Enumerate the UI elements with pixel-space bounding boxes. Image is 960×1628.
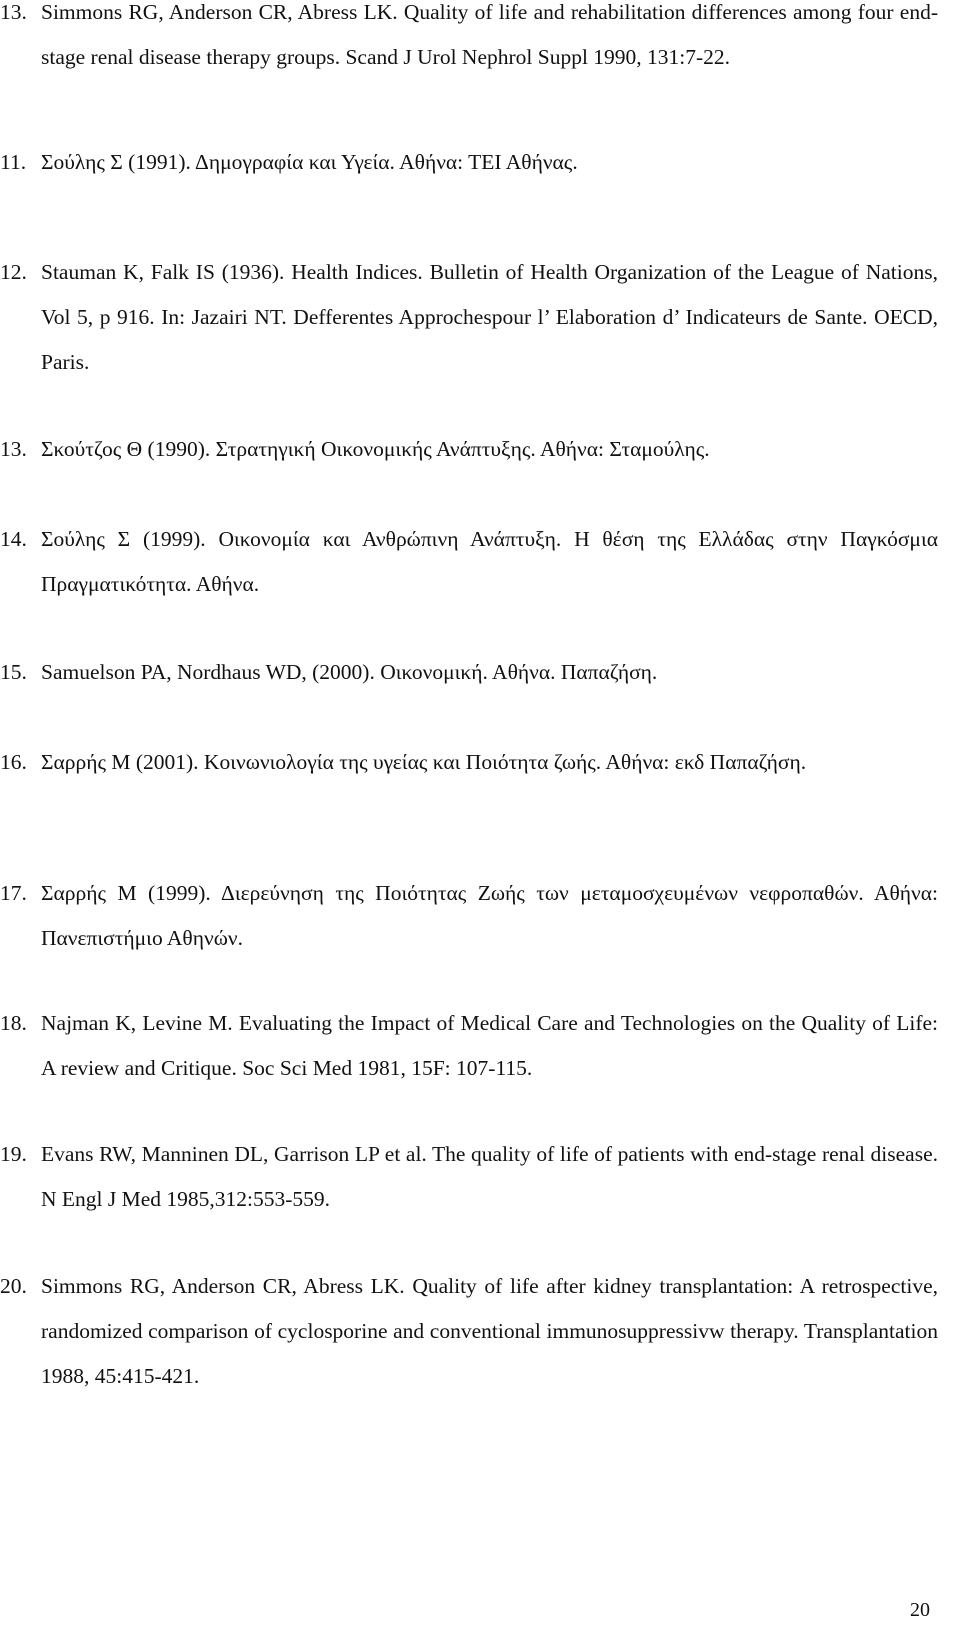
reference-number: 15. <box>0 660 27 684</box>
reference-item <box>0 517 940 607</box>
reference-item <box>0 1132 940 1222</box>
reference-text: Evans RW, Manninen DL, Garrison LP et al. The quality of life of patients with end-stage renal disease. N Engl J Med 1985,312:553-559. <box>41 1142 938 1211</box>
reference-item <box>0 140 940 185</box>
reference-item <box>0 871 940 961</box>
reference-text: Σαρρής Μ (1999). Διερεύνηση της Ποιότητας Ζωής των μεταμοσχευμένων νεφροπαθών. Αθήνα: Πανεπιστήμιο Αθηνών. <box>41 881 938 950</box>
reference-number: 19. <box>0 1142 27 1166</box>
reference-number: 17. <box>0 881 27 905</box>
reference-text: Stauman K, Falk IS (1936). Health Indices. Bulletin of Health Organization of the League of Nations, Vol 5, p 916. In: Jazairi NT. Defferentes Approchespour l’ Elaboration d’ Indicateurs de Sante. OECD, Paris. <box>41 260 938 374</box>
reference-item <box>0 1264 940 1399</box>
reference-item <box>0 427 940 472</box>
reference-text: Simmons RG, Anderson CR, Abress LK. Quality of life after kidney transplantation: A retrospective, randomized comparison of cyclosporine and conventional immunosuppressivw therapy. Transplantation 1988, 45:415-421. <box>41 1274 938 1388</box>
reference-item <box>0 250 940 385</box>
reference-number: 13. <box>0 0 27 24</box>
reference-number: 14. <box>0 527 27 551</box>
reference-number: 12. <box>0 260 27 284</box>
reference-number: 11. <box>0 150 27 174</box>
reference-number: 16. <box>0 750 27 774</box>
reference-item <box>0 740 940 785</box>
reference-item <box>0 1001 940 1091</box>
reference-item <box>0 0 940 80</box>
reference-number: 13. <box>0 437 27 461</box>
page-number: 20 <box>910 1599 930 1621</box>
reference-text: Najman K, Levine M. Evaluating the Impact of Medical Care and Technologies on the Quality of Life: A review and Critique. Soc Sci Med 1981, 15F: 107-115. <box>41 1011 938 1080</box>
reference-text: Σούλης Σ (1999). Οικονομία και Ανθρώπινη Ανάπτυξη. Η θέση της Ελλάδας στην Παγκόσμια Πραγματικότητα. Αθήνα. <box>41 527 938 596</box>
reference-text: Samuelson PA, Nordhaus WD, (2000). Οικονομική. Αθήνα. Παπαζήση. <box>41 660 658 684</box>
reference-text: Σούλης Σ (1991). Δημογραφία και Υγεία. Αθήνα: ΤΕΙ Αθήνας. <box>41 150 578 174</box>
reference-item <box>0 650 940 695</box>
reference-text: Σαρρής Μ (2001). Κοινωνιολογία της υγείας και Ποιότητα ζωής. Αθήνα: εκδ Παπαζήση. <box>41 750 807 774</box>
reference-number: 18. <box>0 1011 27 1035</box>
reference-text: Σκούτζος Θ (1990). Στρατηγική Οικονομικής Ανάπτυξης. Αθήνα: Σταμούλης. <box>41 437 710 461</box>
reference-text: Simmons RG, Anderson CR, Abress LK. Quality of life and rehabilitation differences among four end-stage renal disease therapy groups. Scand J Urol Nephrol Suppl 1990, 131:7-22. <box>41 0 938 69</box>
reference-number: 20. <box>0 1274 27 1298</box>
